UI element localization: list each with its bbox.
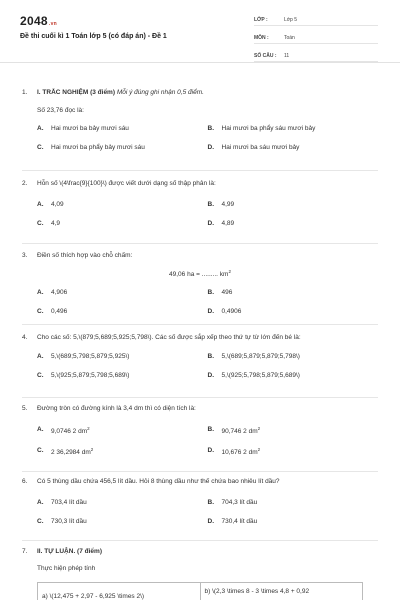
option-letter: D. [207,518,214,525]
question-text: Cho các số: 5,\(879;5,689;5,925;5,798\). Các số được sắp xếp theo thứ tự từ lớn đến bé là: [37,334,301,341]
option-text: 730,4 lít dầu [221,518,258,525]
logo-suffix: .vn [48,21,58,27]
meta-class [254,14,378,68]
section-title: II. TỰ LUẬN. (7 điểm) [37,548,102,555]
logo-text: 2048 [20,14,48,28]
question-number: 4. [22,334,28,341]
option-b[interactable] [208,289,379,296]
option-letter: A. [37,426,44,433]
options [37,426,378,456]
option-text: Hai mươi ba phẩy sáu mươi bảy [221,125,316,132]
option-text: 4,89 [221,220,235,227]
question-text: Điền số thích hợp vào chỗ chấm: [37,252,133,259]
option-text: 730,3 lít dầu [51,518,87,525]
options [37,499,378,525]
option-c[interactable] [37,447,208,456]
option-letter: B. [207,499,214,506]
options [37,289,378,315]
option-b[interactable] [208,201,379,208]
option-letter: D. [207,220,214,227]
superscript: 2 [257,426,261,431]
option-text: 0,4906 [221,308,242,316]
options [37,353,378,379]
calculation-table [37,582,363,600]
table-cell: a) \(12,475 + 2,97 - 6,925 \times 2\) [42,593,145,600]
option-b[interactable] [208,353,379,360]
option-letter: B. [207,353,214,360]
option-letter: C. [37,308,44,316]
superscript: 2 [228,269,231,274]
options [37,201,378,227]
option-letter: C. [37,144,44,151]
option-letter: B. [207,289,214,297]
question-text: Đường tròn có đường kính là 3,4 dm thì có diện tích là: [37,405,196,412]
option-text: 5,\(689;5,879;5,879;5,798\) [221,353,300,360]
question-number: 7. [22,548,28,555]
option-c[interactable] [37,518,208,525]
option-d[interactable] [208,220,379,227]
meta-value: 11 [284,52,290,59]
question-number: 5. [22,405,28,412]
option-letter: A. [37,201,44,208]
option-c[interactable] [37,144,208,151]
option-letter: C. [37,220,44,227]
option-text: 4,99 [221,201,235,208]
option-c[interactable] [37,220,208,227]
option-text: 703,4 lít dầu [51,499,87,506]
option-b[interactable] [208,499,379,506]
option-a[interactable] [37,353,208,360]
option-text: 496 [221,289,233,297]
option-letter: A. [37,353,44,360]
option-text: Hai mươi ba phẩy bảy mươi sáu [51,144,145,151]
fill-blank-text: 49,06 ha = ......... km [169,271,229,279]
option-text: 4,09 [51,201,64,208]
option-letter: B. [207,426,214,433]
table-cell: b) \(2,3 \times 8 - 3 \times 4,8 + 0,92 [200,583,363,600]
option-text: 2 36,2984 dm [51,449,91,457]
option-letter: C. [37,372,44,379]
meta-label: SỐ CÂU : [254,52,277,59]
option-d[interactable] [208,144,379,151]
option-text: 704,3 lít dầu [221,499,258,506]
option-a[interactable] [37,125,208,132]
option-letter: A. [37,289,44,297]
site-logo[interactable] [20,14,57,28]
section-note: Mỗi ý đúng ghi nhận 0,5 điểm. [116,89,204,96]
divider [22,397,378,398]
option-text: 5,\(925;5,879;5,798;5,689\) [51,372,130,379]
option-d[interactable] [208,447,379,456]
option-text: 0,496 [51,308,68,316]
option-b[interactable] [208,125,379,132]
question-text: Có 5 thùng dầu chứa 456,5 lít dầu. Hỏi 8 thùng dầu như thế chứa bao nhiêu lít dầu? [37,478,280,485]
option-text: 4,906 [51,289,68,297]
option-d[interactable] [208,372,379,379]
meta-value: Lớp 5 [284,16,298,23]
option-text: 90,746 2 dm [221,428,258,436]
meta-label: MÔN : [254,34,269,41]
option-letter: D. [207,308,214,316]
question-number: 2. [22,180,28,187]
options [37,125,378,151]
question-2 [22,180,378,227]
fill-blank [22,269,378,278]
meta-label: LỚP : [254,16,268,23]
option-text: 5,\(689;5,798;5,879;5,925\) [51,353,130,360]
question-5 [22,405,378,456]
divider [22,243,378,244]
question-number: 3. [22,252,28,259]
option-letter: D. [207,447,214,455]
option-c[interactable] [37,308,208,315]
header [0,0,400,63]
meta-value: Toán [284,34,295,41]
option-a[interactable] [37,426,208,435]
question-number: 1. [22,89,28,96]
option-a[interactable] [37,499,208,506]
option-text: 5,\(925;5,798;5,879;5,689\) [221,372,300,379]
option-a[interactable] [37,201,208,208]
divider [22,170,378,171]
question-stem: Thực hiện phép tính [37,565,96,572]
option-letter: D. [207,372,214,379]
divider [22,471,378,472]
page-title: Đề thi cuối kì 1 Toán lớp 5 (có đáp án) - Đề 1 [20,33,167,40]
superscript: 2 [90,447,94,453]
question-stem: Số 23,76 đọc là: [37,107,84,114]
question-7 [22,548,378,572]
option-c[interactable] [37,372,208,379]
option-letter: D. [207,144,214,151]
superscript: 2 [87,426,90,431]
question-1 [22,89,378,151]
option-letter: A. [37,499,44,506]
option-letter: C. [37,518,44,525]
option-letter: B. [207,125,214,132]
option-text: 4,9 [51,220,61,227]
question-3 [22,252,378,315]
option-b[interactable] [208,426,379,435]
question-number: 6. [22,478,28,485]
option-letter: B. [207,201,214,208]
option-a[interactable] [37,289,208,296]
option-d[interactable] [208,308,379,315]
option-text: Hai mươi ba bảy mươi sáu [51,125,129,132]
option-d[interactable] [208,518,379,525]
option-letter: C. [37,447,44,455]
divider [22,540,378,541]
divider [22,324,378,325]
option-letter: A. [37,125,44,132]
option-text: Hai mươi ba sáu mươi bảy [221,144,300,151]
question-4 [22,334,378,379]
option-text: 10,676 2 dm [221,449,258,457]
question-6 [22,478,378,525]
option-text: 9,0746 2 dm [51,428,88,436]
section-title: I. TRẮC NGHIỆM (3 điểm) [37,89,116,96]
question-text: Hỗn số \(4\frac{9}{100}\) được viết dưới dạng số thập phân là: [37,180,216,187]
superscript: 2 [257,447,261,453]
